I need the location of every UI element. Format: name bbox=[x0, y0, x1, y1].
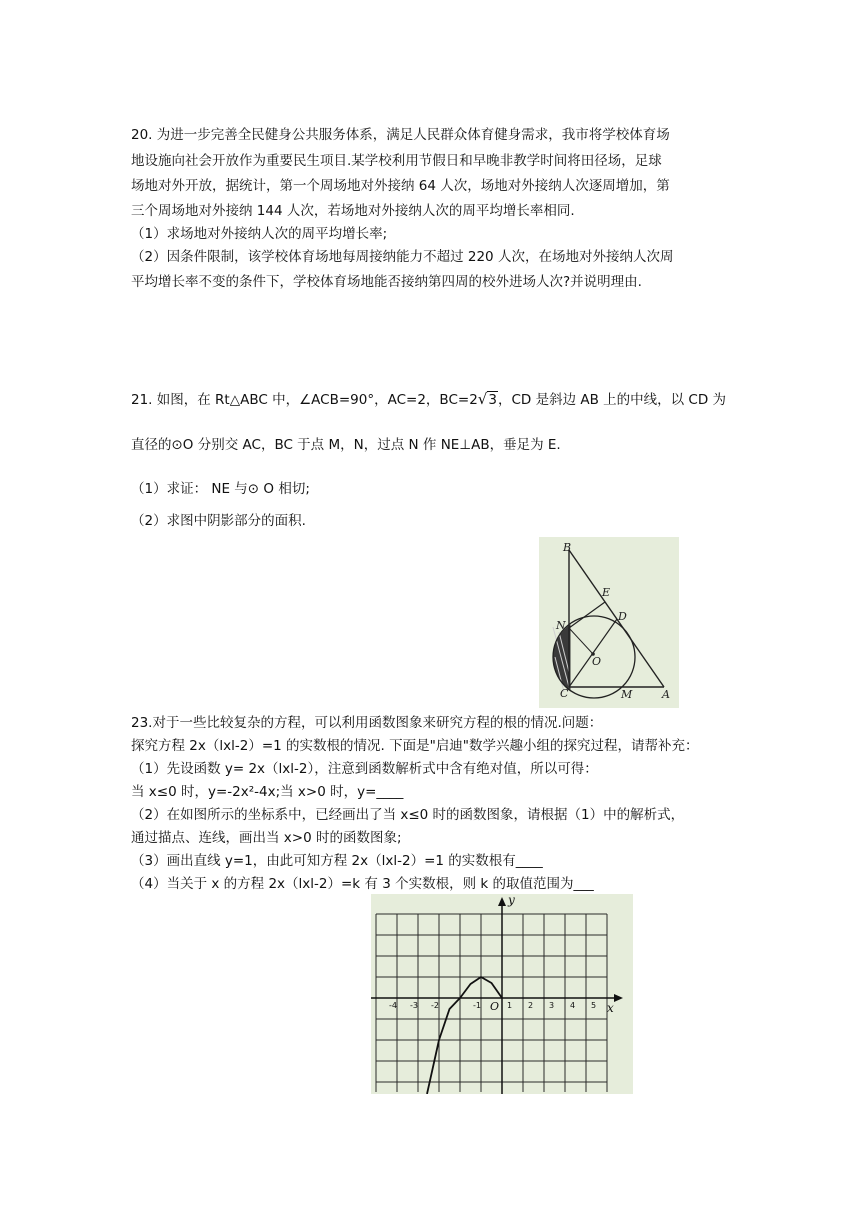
label-O: O bbox=[592, 655, 602, 668]
q20-part1: （1）求场地对外接纳人次的周平均增长率; bbox=[131, 226, 388, 242]
x-tick-label: 2 bbox=[528, 1001, 534, 1010]
q20-part2: （2）因条件限制，该学校体育场地每周接纳能力不超过 220 人次，在场地对外接纳人次周 bbox=[131, 249, 674, 265]
q23-line: 探究方程 2x（lxl-2）=1 的实数根的情况. 下面是"启迪"数学兴趣小组的探究过程，请帮补充： bbox=[131, 738, 699, 754]
label-N: N bbox=[556, 619, 566, 632]
q21-line-2: 直径的⊙O 分别交 AC，BC 于点 M，N，过点 N 作 NE⊥AB，垂足为 E. bbox=[131, 437, 561, 453]
label-A: A bbox=[662, 688, 670, 701]
x-tick-label: 1 bbox=[507, 1001, 513, 1010]
triangle-circle-figure bbox=[539, 537, 679, 708]
x-axis-label: x bbox=[607, 1001, 614, 1015]
q20-line: 地设施向社会开放作为重要民生项目.某学校利用节假日和早晚非教学时间将田径场，足球 bbox=[131, 153, 662, 169]
sqrt-radicand: 3 bbox=[488, 392, 497, 408]
label-E: E bbox=[602, 586, 611, 599]
coordinate-graph bbox=[371, 894, 633, 1094]
q20-line: 三个周场地对外接纳 144 人次，若场地对外接纳人次的周平均增长率相同. bbox=[131, 203, 575, 219]
origin-label: O bbox=[490, 1000, 500, 1013]
label-M: M bbox=[621, 688, 633, 701]
q23-part2: （2）在如图所示的坐标系中，已经画出了当 x≤0 时的函数图象，请根据（1）中的解析式， bbox=[131, 807, 685, 823]
sqrt-symbol: √3 bbox=[477, 390, 497, 408]
x-tick-label: -3 bbox=[410, 1001, 418, 1010]
q21-line-1 bbox=[131, 389, 726, 410]
label-D: D bbox=[618, 610, 627, 623]
x-tick-label: -2 bbox=[431, 1001, 439, 1010]
q21-line-1-suffix: ，CD 是斜边 AB 上的中线，以 CD 为 bbox=[497, 392, 727, 408]
q23-part1: （1）先设函数 y= 2x（lxl-2），注意到函数解析式中含有绝对值，所以可得： bbox=[131, 761, 598, 777]
q23-part3: （3）画出直线 y=1，由此可知方程 2x（lxl-2）=1 的实数根有____ bbox=[131, 853, 543, 869]
q21-part1: （1）求证： NE 与⊙ O 相切; bbox=[131, 481, 310, 497]
q20-line: 20. 为进一步完善全民健身公共服务体系，满足人民群众体育健身需求，我市将学校体育场 bbox=[131, 127, 670, 143]
label-B: B bbox=[563, 541, 572, 554]
x-tick-label: -1 bbox=[473, 1001, 481, 1010]
label-C: C bbox=[560, 687, 569, 700]
q23-line: 当 x≤0 时，y=-2x²-4x;当 x>0 时，y=____ bbox=[131, 784, 404, 800]
x-tick-label: -4 bbox=[389, 1001, 397, 1010]
q23-line: 23.对于一些比较复杂的方程，可以利用函数图象来研究方程的根的情况.问题： bbox=[131, 715, 603, 731]
x-tick-label: 4 bbox=[570, 1001, 576, 1010]
q21-line-1-prefix: 21. 如图，在 Rt△ABC 中，∠ACB=90°，AC=2，BC=2 bbox=[131, 392, 478, 408]
y-axis-label: y bbox=[508, 894, 515, 907]
q21-part2: （2）求图中阴影部分的面积. bbox=[131, 513, 306, 529]
q23-part4: （4）当关于 x 的方程 2x（lxl-2）=k 有 3 个实数根，则 k 的取值范围为___ bbox=[131, 876, 594, 892]
q23-line: 通过描点、连线，画出当 x>0 时的函数图象; bbox=[131, 830, 402, 846]
q20-line: 场地对外开放，据统计，第一个周场地对外接纳 64 人次，场地对外接纳人次逐周增加，第 bbox=[131, 178, 670, 194]
x-tick-label: 3 bbox=[549, 1001, 555, 1010]
x-tick-label: 5 bbox=[591, 1001, 597, 1010]
q20-line: 平均增长率不变的条件下，学校体育场地能否接纳第四周的校外进场人次?并说明理由. bbox=[131, 274, 642, 290]
